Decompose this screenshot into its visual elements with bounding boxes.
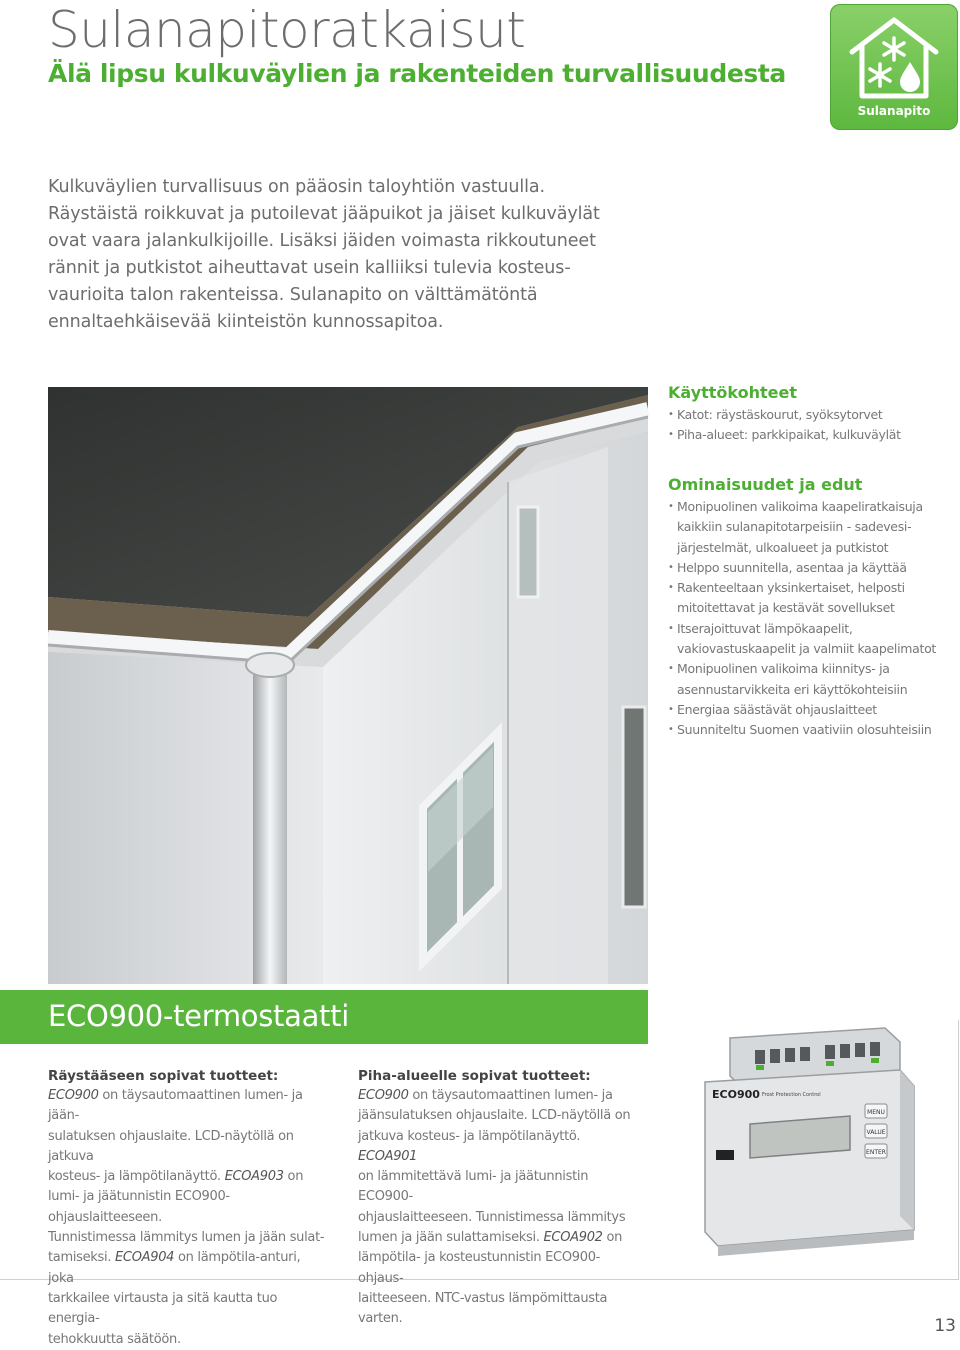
text-line	[358, 1289, 638, 1330]
list-item	[668, 497, 948, 558]
device-button-label: ENTER	[866, 1149, 886, 1156]
list-item-line: järjestelmät, ulkoalueet ja putkistot	[677, 539, 889, 555]
list-item-line: • Rakenteeltaan yksinkertaiset, helposti	[677, 580, 905, 596]
eco900-device-image	[700, 1020, 920, 1250]
list-item	[668, 558, 948, 578]
text-line	[48, 1187, 328, 1228]
device-caption: Frost Protection Control	[762, 1092, 821, 1098]
house-snowflake-drop-icon	[844, 12, 944, 104]
list-item-line: mitoitettavat ja kestävät sovellukset	[677, 600, 895, 616]
page-title: Sulanapitoratkaisut	[48, 1, 526, 59]
product-code: ECO900	[358, 1088, 409, 1103]
text-line	[358, 1106, 638, 1126]
list-item-line: • Helppo suunnitella, asentaa ja käyttää	[677, 559, 907, 575]
list-item	[668, 659, 948, 700]
text-run: lumen ja jään sulattamiseksi.	[358, 1230, 544, 1246]
text-run: on	[283, 1169, 304, 1185]
intro-line: ennaltaehkäisevää kiinteistön kunnossapitoa.	[48, 312, 444, 332]
text-run: lämpötila- ja kosteustunnistin ECO900-ohjaus-	[358, 1250, 601, 1286]
intro-line: vaurioita talon rakenteissa. Sulanapito on välttämätöntä	[48, 285, 538, 305]
text-line	[358, 1248, 638, 1289]
roof-products-column	[48, 1066, 328, 1350]
text-run: on täysautomaattinen lumen- ja	[408, 1088, 613, 1103]
uses-heading: Käyttökohteet	[668, 383, 798, 402]
list-item-line: • Suunniteltu Suomen vaativiin olosuhteisiin	[677, 722, 932, 738]
list-item: • Piha-alueet: parkkipaikat, kulkuväylät	[668, 425, 948, 445]
text-run: on täysautomaattinen lumen- ja jään-	[48, 1088, 303, 1124]
text-run: on lämmitettävä lumi- ja jäätunnistin ECO900-	[358, 1169, 589, 1205]
roof-products-text	[48, 1086, 328, 1350]
list-item-line: • Monipuolinen valikoima kaapeliratkaisuja	[677, 499, 923, 514]
list-item-line: • Itserajoittuvat lämpökaapelit,	[677, 620, 853, 636]
page-number: 13	[934, 1316, 956, 1336]
features-list	[668, 497, 948, 741]
roof-products-heading: Räystääseen sopivat tuotteet:	[48, 1068, 279, 1084]
device-button-label: VALUE	[866, 1129, 886, 1136]
text-line	[358, 1167, 638, 1208]
text-line	[48, 1127, 328, 1168]
device-brand: ECO900	[712, 1088, 760, 1101]
product-code: ECOA902	[543, 1230, 603, 1246]
features-section	[668, 475, 948, 741]
text-line	[358, 1228, 638, 1248]
text-line	[358, 1127, 638, 1168]
intro-line: rännit ja putkistot aiheuttavat usein kalliiksi tulevia kosteus-	[48, 258, 571, 278]
intro-line: Räystäistä roikkuvat ja putoilevat jääpuikot ja jäiset kulkuväylät	[48, 204, 600, 224]
text-line	[48, 1330, 328, 1350]
uses-section	[668, 383, 948, 446]
list-item	[668, 619, 948, 660]
text-run: laitteeseen. NTC-vastus lämpömittausta varten.	[358, 1290, 608, 1327]
building-gutter-photo	[48, 387, 648, 984]
text-line	[358, 1208, 638, 1228]
text-run: jatkuva kosteus- ja lämpötilanäyttö.	[358, 1128, 581, 1144]
page-subtitle: Älä lipsu kulkuväylien ja rakenteiden turvallisuudesta	[48, 59, 786, 88]
text-run: on lämpötila-anturi, joka	[48, 1250, 301, 1286]
text-run: Tunnistimessa lämmitys lumen ja jään sulat-	[48, 1230, 325, 1246]
intro-line: Kulkuväylien turvallisuus on pääosin taloyhtiön vastuulla.	[48, 177, 546, 197]
product-code: ECOA903	[224, 1169, 284, 1185]
product-title: ECO900-termostaatti	[48, 999, 349, 1033]
text-line	[48, 1167, 328, 1187]
list-item	[668, 720, 948, 740]
text-run: kosteus- ja lämpötilanäyttö.	[48, 1169, 225, 1185]
uses-list	[668, 405, 948, 446]
list-item-line: vakiovastuskaapelit ja valmiit kaapelimatot	[677, 641, 937, 657]
category-badge	[830, 4, 958, 130]
text-line	[48, 1228, 328, 1248]
text-run: ohjauslaitteeseen. Tunnistimessa lämmitys	[358, 1209, 626, 1225]
device-button-label: MENU	[867, 1109, 885, 1116]
text-run: tarkkailee virtausta ja sitä kautta tuo energia-	[48, 1290, 278, 1327]
product-code: ECOA904	[115, 1250, 175, 1266]
text-line	[48, 1086, 328, 1127]
product-code: ECOA901	[358, 1148, 418, 1164]
text-run: on	[602, 1230, 623, 1246]
text-line	[48, 1248, 328, 1289]
yard-products-heading: Piha-alueelle sopivat tuotteet:	[358, 1068, 591, 1084]
text-run: sulatuksen ohjauslaite. LCD-näytöllä on jatkuva	[48, 1128, 294, 1164]
intro-paragraph	[48, 174, 648, 336]
list-item	[668, 578, 948, 619]
text-line	[48, 1289, 328, 1330]
intro-line: ovat vaara jalankulkijoille. Lisäksi jäiden voimasta rikkoutuneet	[48, 231, 596, 251]
yard-products-column	[358, 1066, 638, 1330]
features-heading: Ominaisuudet ja edut	[668, 475, 863, 494]
list-item-line: • Monipuolinen valikoima kiinnitys- ja	[677, 661, 890, 677]
list-item: • Katot: räystäskourut, syöksytorvet	[668, 405, 948, 425]
frame-line	[958, 1020, 959, 1280]
text-run: jäänsulatuksen ohjauslaite. LCD-näytöllä on	[358, 1108, 631, 1124]
text-run: tamiseksi.	[48, 1250, 115, 1266]
product-code: ECO900	[48, 1088, 99, 1103]
text-run: lumi- ja jäätunnistin ECO900-ohjauslaitteeseen.	[48, 1189, 230, 1225]
yard-products-text	[358, 1086, 638, 1330]
list-item	[668, 700, 948, 720]
text-run: tehokkuutta säätöön.	[48, 1331, 181, 1347]
list-item-line: • Energiaa säästävät ohjauslaitteet	[677, 701, 877, 717]
list-item-line: asennustarvikkeita eri käyttökohteisiin	[677, 681, 908, 697]
badge-label: Sulanapito	[857, 104, 931, 118]
list-item-line: kaikkiin sulanapitotarpeisiin - sadevesi-	[677, 519, 912, 535]
text-line	[358, 1086, 638, 1106]
